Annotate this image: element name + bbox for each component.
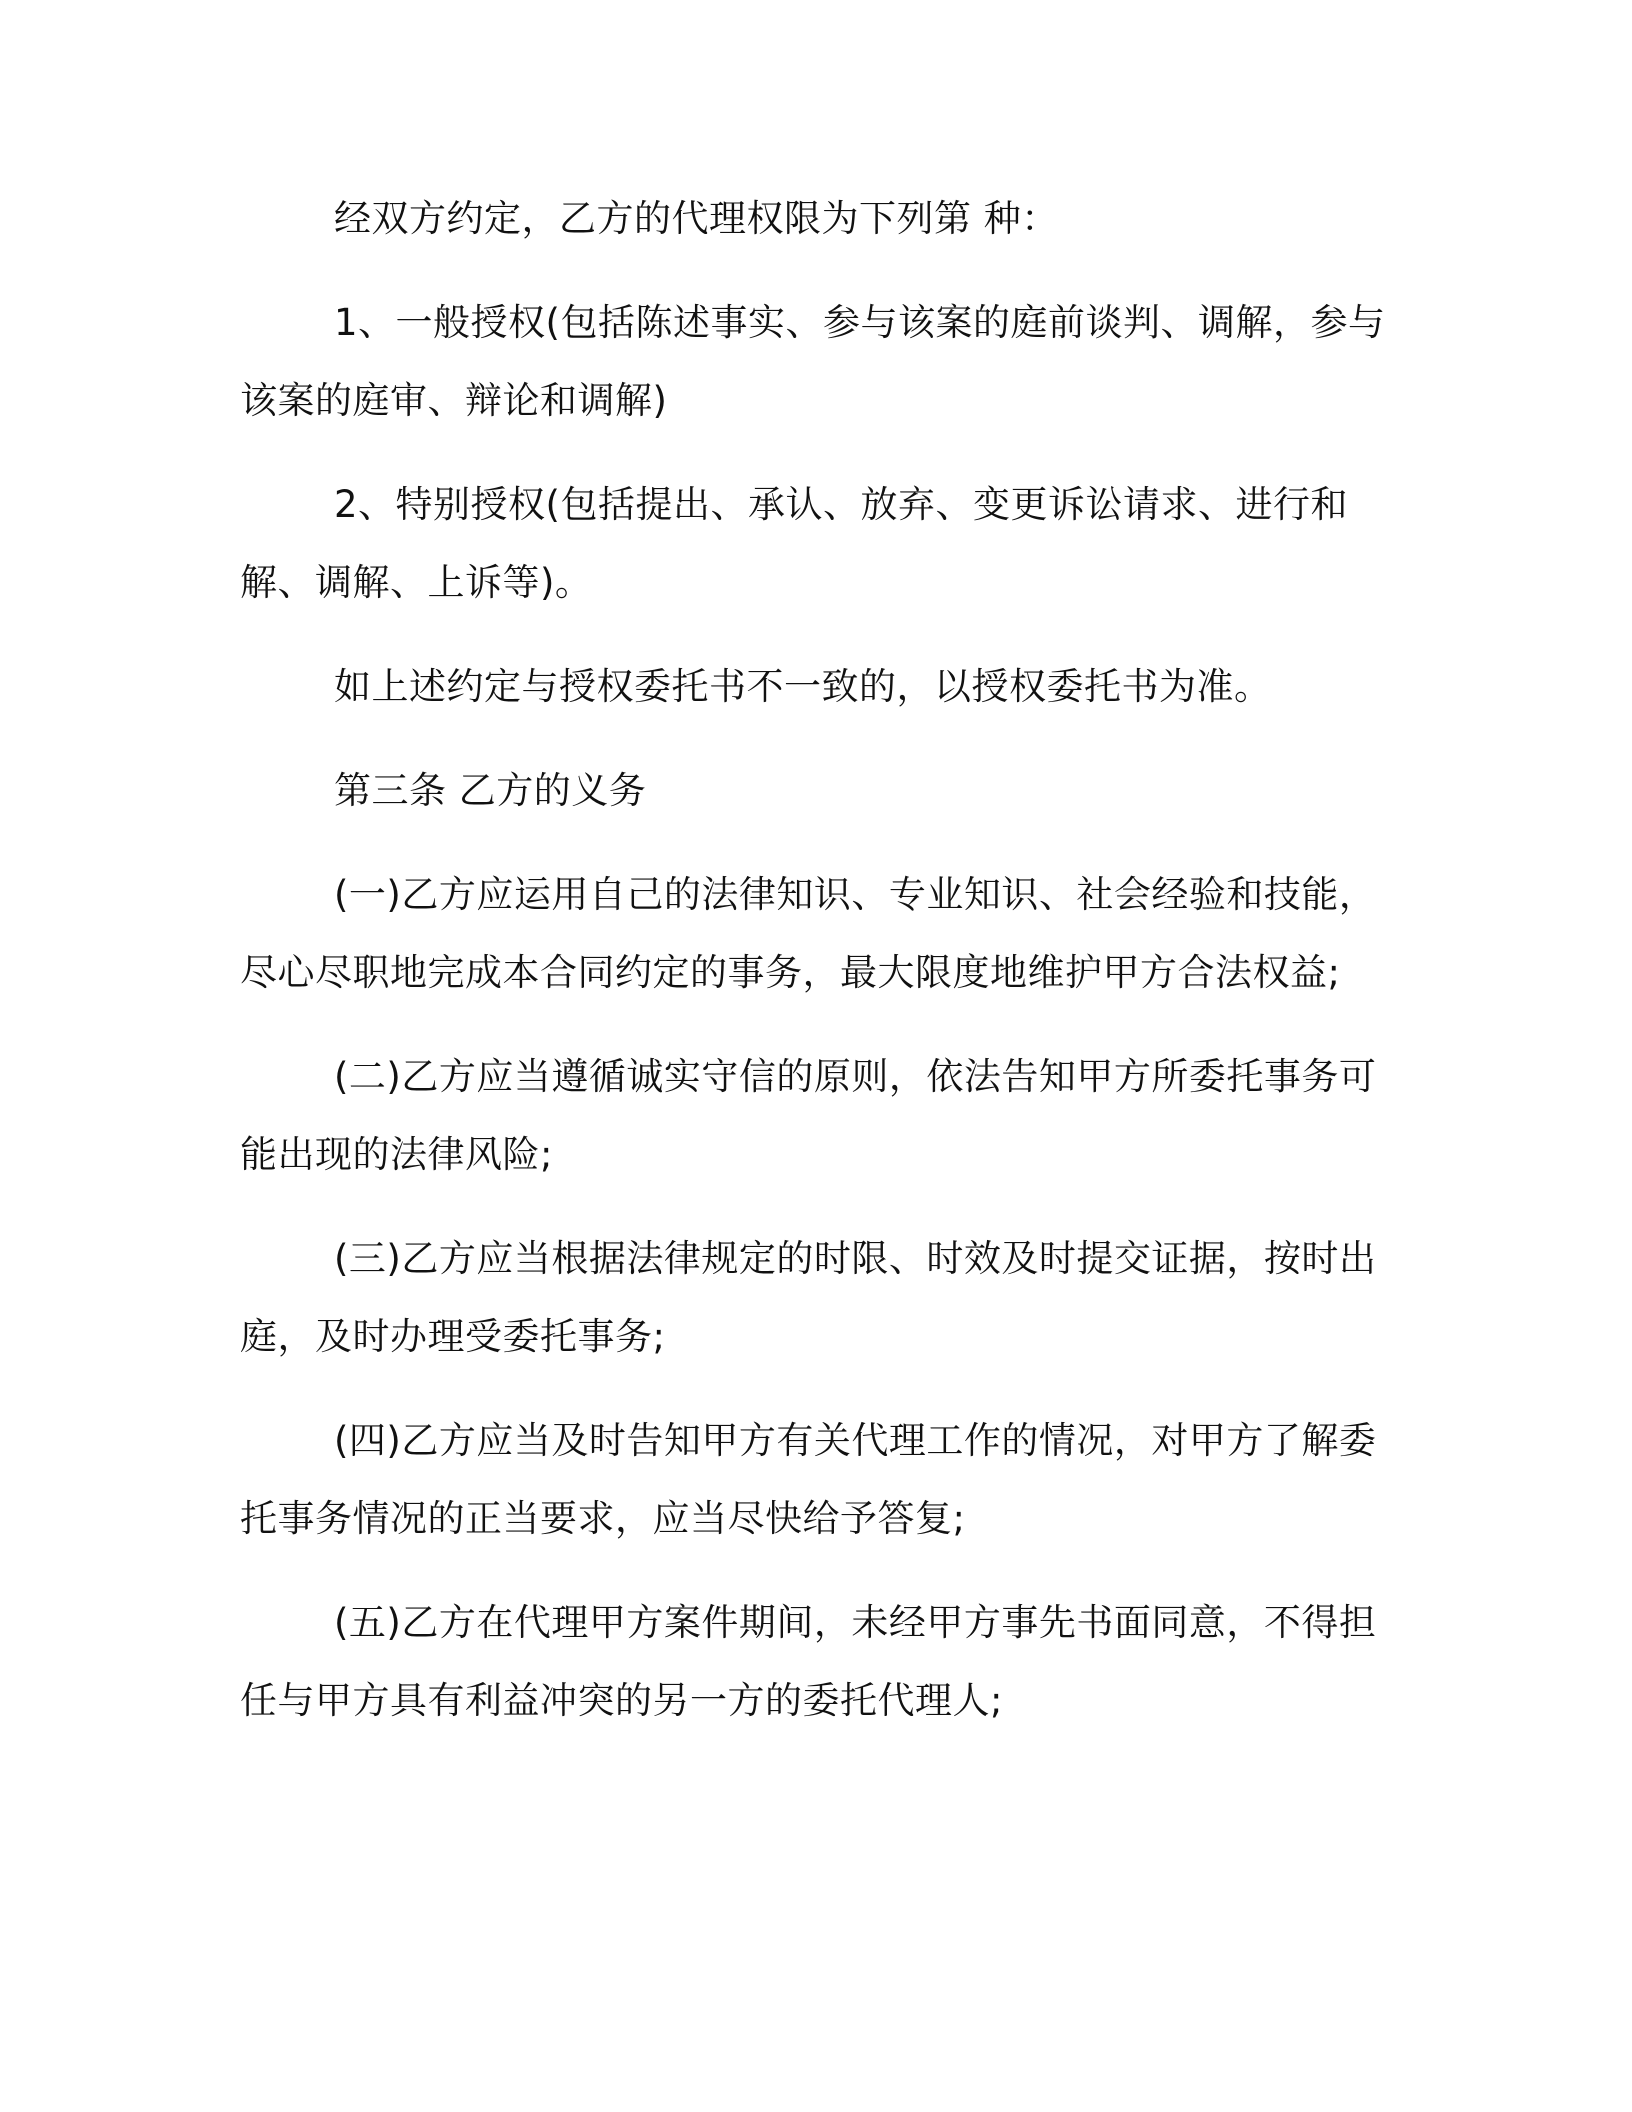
paragraph-authority-intro: 经双方约定，乙方的代理权限为下列第 种： [334, 197, 1059, 240]
obligation-item-1: (一)乙方应运用自己的法律知识、专业知识、社会经验和技能，尽心尽职地完成本合同约定的事务，最大限度地维护甲方合法权益; [240, 873, 1377, 994]
article-three-heading: 第三条 乙方的义务 [334, 769, 647, 812]
paragraph-special-authorization: 2、特别授权(包括提出、承认、放弃、变更诉讼请求、进行和解、调解、上诉等)。 [240, 483, 1348, 604]
obligation-item-4: (四)乙方应当及时告知甲方有关代理工作的情况，对甲方了解委托事务情况的正当要求，应当尽快给予答复; [240, 1419, 1377, 1540]
paragraph-general-authorization: 1、一般授权(包括陈述事实、参与该案的庭前谈判、调解，参与该案的庭审、辩论和调解) [240, 301, 1386, 422]
obligation-item-5: (五)乙方在代理甲方案件期间，未经甲方事先书面同意，不得担任与甲方具有利益冲突的另一方的委托代理人; [240, 1601, 1377, 1722]
paragraph-precedence-note: 如上述约定与授权委托书不一致的，以授权委托书为准。 [334, 665, 1272, 708]
obligation-item-2: (二)乙方应当遵循诚实守信的原则，依法告知甲方所委托事务可能出现的法律风险; [240, 1055, 1377, 1176]
document-body [240, 180, 1390, 1766]
obligation-item-3: (三)乙方应当根据法律规定的时限、时效及时提交证据，按时出庭，及时办理受委托事务; [240, 1237, 1377, 1358]
